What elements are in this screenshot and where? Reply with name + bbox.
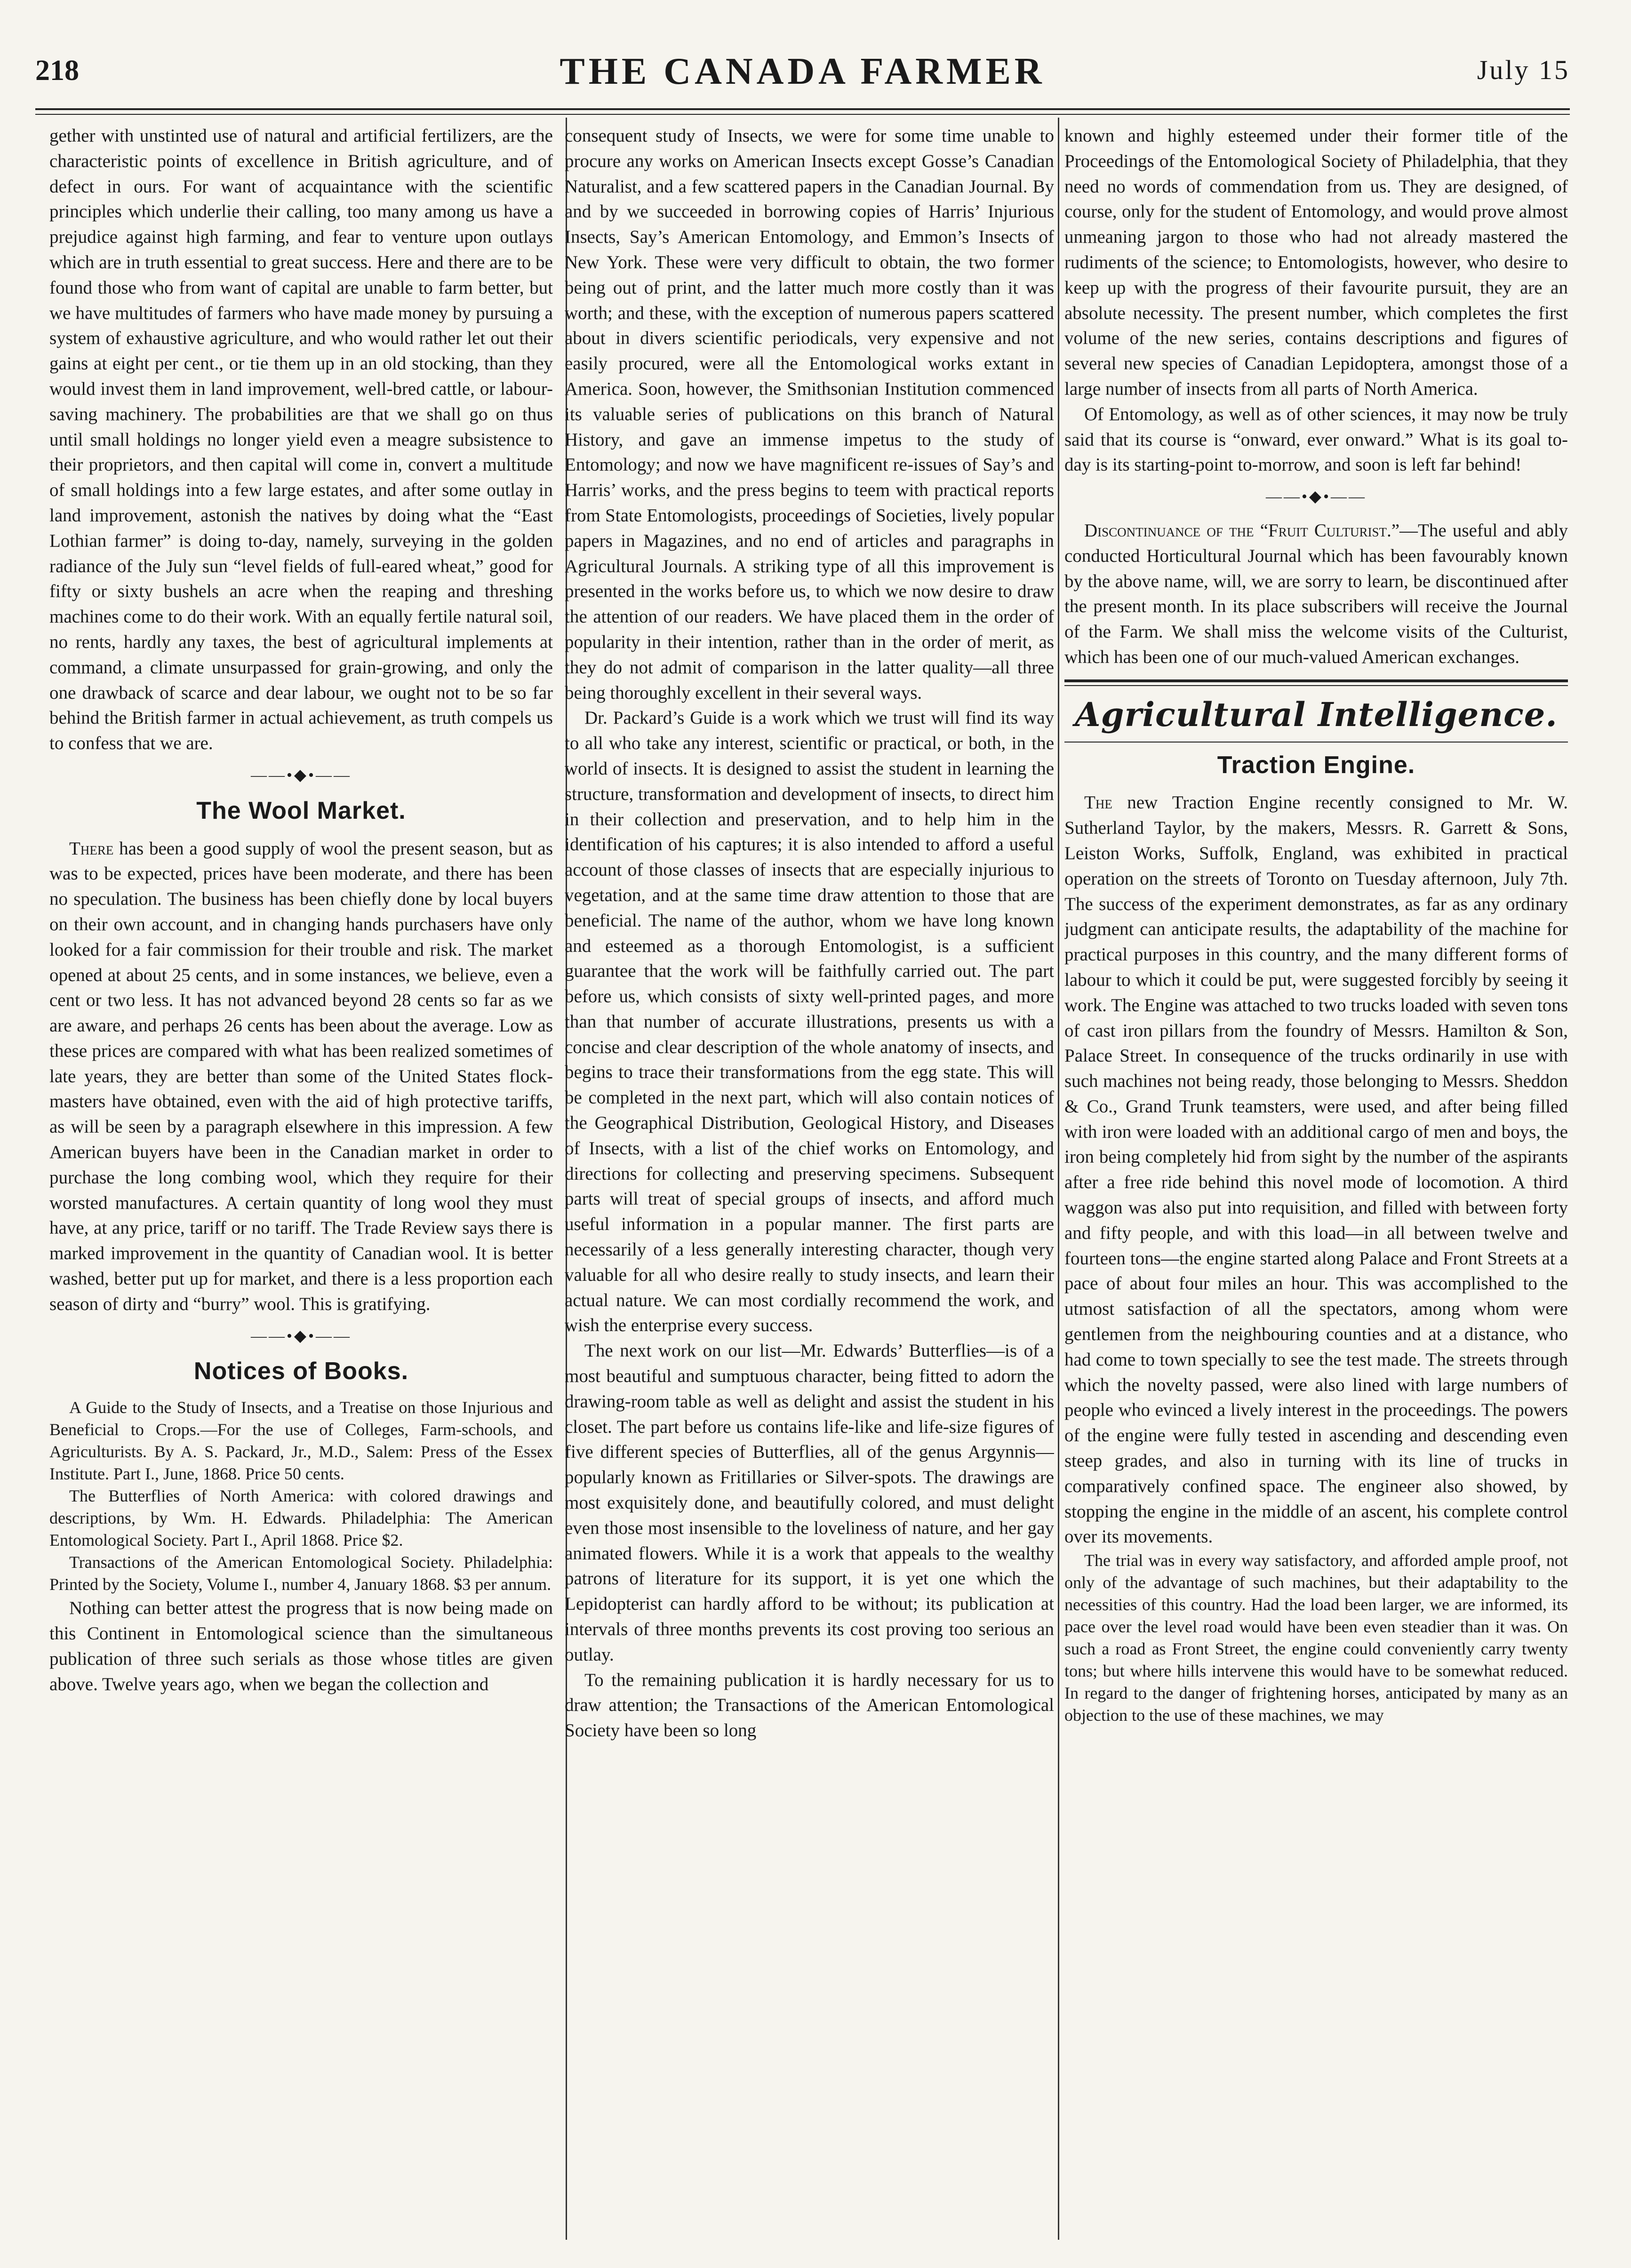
article-paragraph: To the remaining publication it is hardly necessary for us to draw attention; the Transactions of the American Entomological Society have been so long	[565, 1669, 1054, 1741]
article-paragraph: gether with unstinted use of natural and artificial fertilizers, are the characteristic points of excellence in British agriculture, and of defect in ours. For want of acquaintance with the scientific principles which underlie their calling, too many among us have a prejudice against high farming, and fear to venture upon outlays which are in truth essential to great success. Here and there are to be found those who from want of capital are unable to farm better, but we have multitudes of farmers who have made money by pursuing a system of exhaustive agriculture, and who would rather let out their gains at eight per cent., or tie them up in an old stocking, than they would invest them in land improvement, well-bred cattle, or labour-saving machinery. The probabilities are that we shall go on thus until small holdings no longer yield even a meagre subsistence to their proprietors, and then capital will come in, convert a multitude of small holdings into a few large estates, and after some outlay in land improvement, astonish the natives by doing what the “East Lothian farmer” is doing to-day, namely, surveying in the golden radiance of the July sun “level fields of full-eared wheat,” good for fifty or sixty bushels an acre when the reaping and threshing machines come to do their work. With an equally fertile natural soil, no rents, hardly any taxes, the best of agricultural implements at command, a climate unsurpassed for grain-growing, and only the one drawback of scarce and dear labour, we ought not to be so far behind the British farmer in actual achievement, as truth compels us to confess that we are.	[49, 126, 553, 754]
book-notice: A Guide to the Study of Insects, and a Treatise on those Injurious and Beneficial to Crops.—For the use of Colleges, Farm-schools, and Agriculturists. By A. S. Packard, Jr., M.D., Salem: Press of the Essex Institute. Part I., June, 1868. Price 50 cents.	[49, 1398, 553, 1484]
lead-word: The	[1084, 792, 1112, 813]
notices-of-books-heading: Notices of Books.	[193, 1358, 409, 1385]
section-rule	[1064, 679, 1568, 682]
header-rule-thin	[35, 114, 1570, 115]
book-notice: Transactions of the American Entomological Society. Philadelphia: Printed by the Society, Volume I., number 4, January 1868. $3 per annum.	[49, 1553, 553, 1594]
section-rule-thin	[1064, 742, 1568, 743]
section-rule-thin	[1064, 685, 1568, 686]
notice-lead: Discontinuance of the “Fruit Culturist.”	[1084, 520, 1400, 541]
wool-market-paragraph	[49, 836, 553, 1317]
section-ornament: ——•◆•——	[251, 766, 352, 784]
lead-word: There	[69, 838, 114, 859]
page-header	[35, 51, 1570, 106]
issue-date: July 15	[1477, 55, 1570, 85]
column-2	[565, 123, 1054, 2241]
column-divider	[1058, 118, 1059, 2240]
section-ornament: ——•◆•——	[1266, 488, 1367, 506]
article-paragraph: Dr. Packard’s Guide is a work which we trust will find its way to all who take any interest, scientific or practical, or both, in the world of insects. It is designed to assist the student in learning the structure, transformation and development of insects, to direct him in their collection and preservation, and to help him in the identification of his captures; it is also intended to afford a useful account of those classes of insects that are especially injurious to vegetation, and at the same time draw attention to those that are beneficial. The name of the author, whom we have long known and esteemed as a thorough Entomologist, is a sufficient guarantee that the work will be faithfully carried out. The part before us, which consists of sixty well-printed pages, and more than that number of accurate illustrations, presents us with a concise and clear description of the whole anatomy of insects, and begins to trace their transformations from the egg state. This will be completed in the next part, which will also contain notices of the Geographical Distribution, Geological History, and Diseases of Insects, with a list of the chief works on Entomology, and directions for collecting and preserving specimens. Subsequent parts will treat of special groups of insects, and afford much useful information in a popular manner. The first parts are necessarily of a less generally interesting character, though very valuable for all who desire really to study insects, and learn their actual nature. We can most cordially recommend the work, and wish the enterprise every success.	[565, 708, 1054, 1336]
wool-market-heading: The Wool Market.	[196, 797, 406, 824]
header-rule	[35, 108, 1570, 110]
discontinuance-notice	[1064, 518, 1568, 670]
book-notice: The Butterflies of North America: with colored drawings and descriptions, by Wm. H. Edwards. Philadelphia: The American Entomological Society. Part I., April 1868. Price $2.	[49, 1486, 553, 1550]
column-3	[1064, 123, 1568, 2241]
article-paragraph: The trial was in every way satisfactory, and afforded ample proof, not only of the advantage of such machines, but their adaptability to the necessities of this country. Had the load been larger, we are informed, its pace over the level road would have been even steadier than it was. On such a road as Front Street, the engine could conveniently carry twenty tons; but where hills intervene this would have to be somewhat reduced. In regard to the danger of frightening horses, anticipated by many as an objection to the use of these machines, we may	[1064, 1551, 1568, 1725]
traction-engine-heading: Traction Engine.	[1217, 751, 1415, 779]
article-paragraph: known and highly esteemed under their former title of the Proceedings of the Entomological Society of Philadelphia, that they need no words of commendation from us. They are designed, of course, only for the student of Entomology, and would prove almost unmeaning jargon to those who had not already mastered the rudiments of the science; to Entomologists, however, who desire to keep up with the progress of their favourite pursuit, they are an absolute necessity. The present number, which completes the first volume of the new series, contains descriptions and figures of several new species of Canadian Lepidoptera, amongst those of a large number of insects from all parts of North America.	[1064, 126, 1568, 399]
traction-engine-paragraph	[1064, 790, 1568, 1549]
article-paragraph: Nothing can better attest the progress that is now being made on this Continent in Entomological science than the simultaneous publication of three such serials as those whose titles are given above. Twelve years ago, when we began the collection and	[49, 1598, 553, 1694]
article-paragraph: The next work on our list—Mr. Edwards’ Butterflies—is of a most beautiful and sumptuous character, being fitted to adorn the drawing-room table as well as delight and assist the student in his closet. The part before us contains life-like and life-size figures of five different species of Butterflies, all of the genus Argynnis—popularly known as Fritillaries or Silver-spots. The drawings are most exquisitely done, and beautifully colored, and must delight even those most insensible to the loveliness of nature, and her gay animated flowers. While it is a work that appeals to the wealthy patrons of literature for its support, it is yet one which the Lepidopterist can hardly afford to be without; its publication at intervals of three months prevents its cost proving too serious an outlay.	[565, 1341, 1054, 1665]
column-1	[49, 123, 553, 2241]
paragraph-text: new Traction Engine recently consigned to Mr. W. Sutherland Taylor, by the makers, Messrs. R. Garrett & Sons, Leiston Works, Suffolk, England, was exhibited in practical operation on the streets of Toronto on Tuesday afternoon, July 7th. The success of the experiment demonstrates, as far as any ordinary judgment can anticipate results, the adaptability of the machine for practical purposes in this country, and the many different forms of labour to which it could be put, were suggested forcibly by seeing it work. The Engine was attached to two trucks loaded with seven tons of cast iron pillars from the foundry of Messrs. Hamilton & Son, Palace Street. In consequence of the trucks ordinarily in use with such machines not being ready, those belonging to Messrs. Sheddon & Co., Grand Trunk teamsters, were used, and after being filled with iron were loaded with an additional cargo of men and boys, the iron being completely hid from sight by the number of the aspirants after a free ride behind this novel mode of locomotion. A third waggon was also put into requisition, and filled with between forty and fifty people, and with this load—in all between twelve and fourteen tons—the engine started along Palace and Front Streets at a pace of about four miles an hour. This was accomplished to the utmost satisfaction of all the spectators, among whom were gentlemen from the neighbouring counties and at a distance, who had come to town specially to see the test made. The streets through which the novelty passed, were also lined with large numbers of people who evinced a lively interest in the proceedings. The powers of the engine were fully tested in ascending and descending even steep grades, and also in turning with its line of trucks in comparatively confined space. The engineer also showed, by stopping the engine in the middle of an ascent, his complete control over its movements.	[1064, 792, 1568, 1547]
agricultural-intelligence-masthead: Agricultural Intelligence.	[1075, 695, 1558, 734]
section-ornament: ——•◆•——	[251, 1327, 352, 1345]
paragraph-text: has been a good supply of wool the present season, but as was to be expected, prices have been moderate, and there has been no speculation. The business has been chiefly done by local buyers on their own account, and in changing hands purchasers have only looked for a fair commission for their trouble and risk. The market opened at about 25 cents, and in some instances, we believe, even a cent or two less. It has not advanced beyond 28 cents so far as we are aware, and perhaps 26 cents has been about the average. Low as these prices are compared with what has been realized sometimes of late years, they are better than some of the United States flock-masters have obtained, even with the aid of high protective tariffs, as will be seen by a paragraph elsewhere in this impression. A few American buyers have been in the Canadian market in order to purchase the long combing wool, which they require for their worsted manufactures. A certain quantity of long wool they must have, at any price, tariff or no tariff. The Trade Review says there is marked improvement in the quantity of Canadian wool. It is better washed, better put up for market, and there is a less proportion each season of dirty and “burry” wool. This is gratifying.	[49, 838, 553, 1314]
notice-text: —The useful and ably conducted Horticultural Journal which has been favourably known by the above name, will, we are sorry to learn, be discontinued after the present month. In its place subscribers will receive the Journal of the Farm. We shall miss the welcome visits of the Culturist, which has been one of our much-valued American exchanges.	[1064, 520, 1568, 667]
article-paragraph: consequent study of Insects, we were for some time unable to procure any works on American Insects except Gosse’s Canadian Naturalist, and a few scattered papers in the Canadian Journal. By and by we succeeded in borrowing copies of Harris’ Injurious Insects, Say’s American Entomology, and Emmon’s Insects of New York. These were very difficult to obtain, the two former being out of print, and the latter much more costly than it was worth; and these, with the exception of numerous papers scattered about in divers scientific periodicals, very expensive and not easily procured, were all the Entomological works extant in America. Soon, however, the Smithsonian Institution commenced its valuable series of publications on this branch of Natural History, and gave an immense impetus to the study of Entomology; and now we have magnificent re-issues of Say’s and Harris’ works, and the press begins to teem with practical reports from State Entomologists, proceedings of Societies, lively popular papers in Magazines, and no end of articles and paragraphs in Agricultural Journals. A striking type of all this improvement is presented in the works before us, to which we now desire to draw the attention of our readers. We have placed them in the order of popularity in their intention, rather than in the order of merit, as they do not admit of comparison in the latter quality—all three being thoroughly excellent in their several ways.	[565, 126, 1054, 703]
page-number: 218	[35, 55, 79, 87]
publication-title: THE CANADA FARMER	[560, 51, 1046, 92]
article-paragraph: Of Entomology, as well as of other sciences, it may now be truly said that its course is “onward, ever onward.” What is its goal to-day is its starting-point to-morrow, and soon is left far behind!	[1064, 404, 1568, 475]
